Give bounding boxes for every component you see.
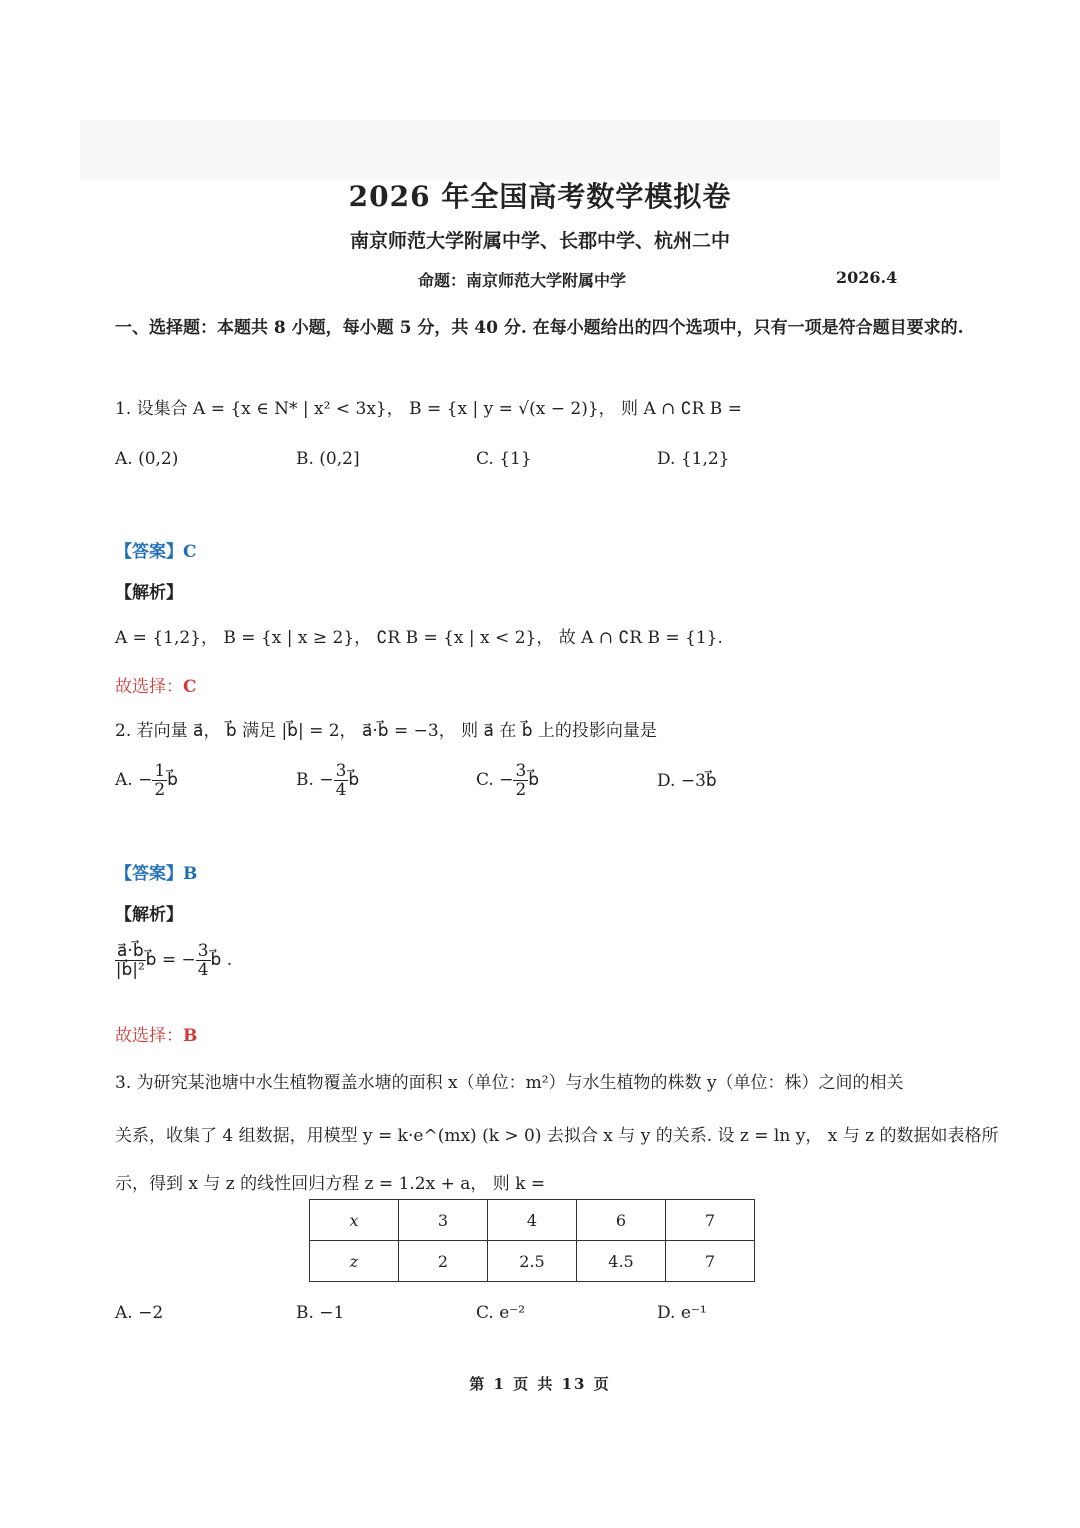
q2-option-a-den: 2 bbox=[154, 780, 166, 800]
q2-option-b-vec: b⃗ bbox=[348, 770, 360, 790]
q2-option-b-sign: − bbox=[319, 770, 334, 790]
q2-option-d-text: −3b⃗ bbox=[680, 771, 717, 791]
table-row bbox=[310, 1241, 755, 1282]
q2-option-d-label: D. bbox=[657, 771, 676, 791]
q2-analysis-num2: 3 bbox=[197, 941, 209, 961]
q2-option-d bbox=[657, 771, 717, 791]
q1-option-d: D. {1,2} bbox=[657, 449, 730, 469]
table-cell: 7 bbox=[666, 1200, 755, 1241]
page-footer: 第 1 页 共 13 页 bbox=[469, 1375, 611, 1393]
q2-analysis-fraction bbox=[115, 942, 146, 979]
q2-stem: 2. 若向量 a⃗， b⃗ 满足 |b⃗| = 2， a⃗·b⃗ = −3， 则 a⃗ 在 b⃗ 上的投影向量是 bbox=[115, 721, 657, 741]
q2-option-b-label: B. bbox=[296, 770, 314, 790]
q2-option-c-num: 3 bbox=[515, 761, 527, 781]
q3-option-c: C. e⁻² bbox=[476, 1303, 526, 1323]
q2-option-c-sign: − bbox=[499, 770, 514, 790]
table-cell: z bbox=[310, 1241, 399, 1282]
q2-option-a bbox=[115, 762, 178, 799]
q1-answer bbox=[115, 537, 197, 562]
q1-stem: 1. 设集合 A = {x ∈ N* | x² < 3x}， B = {x | y = √(x − 2)}， 则 A ∩ ∁R B = bbox=[115, 399, 742, 419]
q2-option-b-den: 4 bbox=[335, 780, 347, 800]
q2-option-a-fraction bbox=[152, 762, 167, 799]
q1-conclusion-value: C bbox=[183, 677, 197, 697]
q2-option-b bbox=[296, 762, 359, 799]
q1-conclusion bbox=[115, 672, 197, 697]
q2-option-c-vec: b⃗ bbox=[528, 770, 540, 790]
q1-option-c: C. {1} bbox=[476, 449, 532, 469]
q3-line-2: 关系，收集了 4 组数据，用模型 y = k·e^(mx) (k > 0) 去拟合 x 与 y 的关系. 设 z = ln y， x 与 z 的数据如表格所 bbox=[115, 1126, 999, 1146]
q2-option-b-fraction bbox=[334, 762, 349, 799]
page-subtitle: 南京师范大学附属中学、长郡中学、杭州二中 bbox=[349, 230, 730, 252]
table-cell: 4 bbox=[488, 1200, 577, 1241]
q3-line-1: 3. 为研究某池塘中水生植物覆盖水塘的面积 x（单位：m²）与水生植物的株数 y（单位：株）之间的相关 bbox=[115, 1073, 904, 1093]
q2-option-a-num: 1 bbox=[154, 761, 166, 781]
q1-option-b: B. (0,2] bbox=[296, 449, 360, 469]
q2-option-a-label: A. bbox=[115, 770, 133, 790]
q1-conclusion-label: 故选择： bbox=[115, 677, 183, 697]
table-cell: 2.5 bbox=[488, 1241, 577, 1282]
q2-option-a-vec: b⃗ bbox=[167, 770, 178, 790]
q3-line-3: 示，得到 x 与 z 的线性回归方程 z = 1.2x + a， 则 k = bbox=[115, 1174, 546, 1194]
table-cell: 2 bbox=[399, 1241, 488, 1282]
date-line: 2026.4 bbox=[836, 268, 898, 287]
q2-option-c-den: 2 bbox=[515, 780, 527, 800]
q1-analysis: A = {1,2}， B = {x | x ≥ 2}， ∁R B = {x | x < 2}， 故 A ∩ ∁R B = {1}. bbox=[115, 628, 723, 648]
q2-analysis-mid: b⃗ = − bbox=[145, 950, 196, 970]
page-title: 2026 年全国高考数学模拟卷 bbox=[348, 180, 732, 213]
q2-analysis-end: b⃗ . bbox=[210, 950, 233, 970]
table-cell: 6 bbox=[577, 1200, 666, 1241]
q3-option-a: A. −2 bbox=[115, 1303, 164, 1323]
q2-answer bbox=[115, 859, 197, 884]
scan-shade bbox=[80, 120, 1000, 180]
table-cell: 4.5 bbox=[577, 1241, 666, 1282]
q2-analysis bbox=[115, 942, 232, 979]
q2-analysis-den: |b⃗|² bbox=[115, 960, 145, 980]
q2-option-c bbox=[476, 762, 539, 799]
q3-option-d: D. e⁻¹ bbox=[657, 1303, 707, 1323]
q2-analysis-num: a⃗·b⃗ bbox=[117, 941, 144, 961]
section-header: 一、选择题：本题共 8 小题，每小题 5 分，共 40 分. 在每小题给出的四个选项中，只有一项是符合题目要求的. bbox=[115, 318, 964, 338]
table-cell: x bbox=[310, 1200, 399, 1241]
q2-analysis-den2: 4 bbox=[197, 960, 209, 980]
q2-analysis-label: 【解析】 bbox=[115, 905, 183, 925]
q2-answer-label: 【答案】 bbox=[115, 864, 183, 884]
q1-analysis-label: 【解析】 bbox=[115, 583, 183, 603]
q1-option-a: A. (0,2) bbox=[115, 449, 179, 469]
author-line: 命题：南京师范大学附属中学 bbox=[418, 271, 627, 290]
q2-conclusion-value: B bbox=[183, 1026, 198, 1046]
table-cell: 7 bbox=[666, 1241, 755, 1282]
q2-conclusion-label: 故选择： bbox=[115, 1026, 183, 1046]
q2-option-c-label: C. bbox=[476, 770, 494, 790]
q2-conclusion bbox=[115, 1021, 197, 1046]
table-cell: 3 bbox=[399, 1200, 488, 1241]
q1-answer-label: 【答案】 bbox=[115, 542, 183, 562]
q2-option-c-fraction bbox=[513, 762, 528, 799]
q2-option-a-sign: − bbox=[138, 770, 153, 790]
q3-data-table bbox=[309, 1199, 755, 1282]
table-row bbox=[310, 1200, 755, 1241]
q2-analysis-fraction2 bbox=[196, 942, 211, 979]
q2-answer-value: B bbox=[183, 864, 198, 884]
q1-answer-value: C bbox=[183, 542, 197, 562]
q2-option-b-num: 3 bbox=[335, 761, 347, 781]
q3-option-b: B. −1 bbox=[296, 1303, 345, 1323]
